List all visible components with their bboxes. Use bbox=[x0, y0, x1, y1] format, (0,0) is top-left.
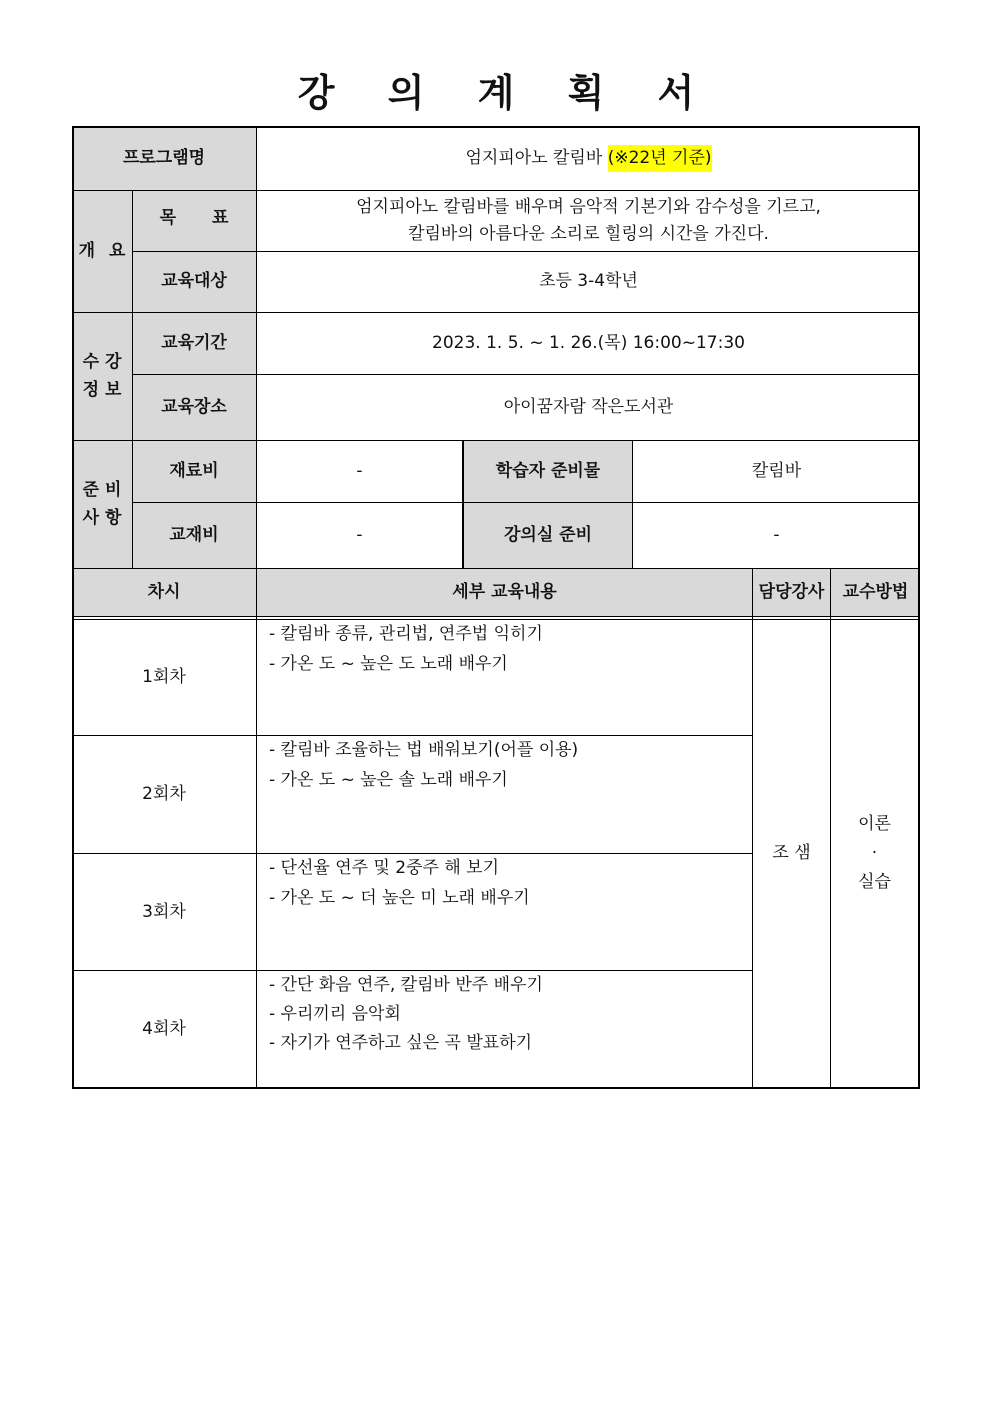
schedule-header-instructor: 담당강사 bbox=[758, 581, 825, 602]
session-content bbox=[257, 736, 752, 853]
session-label: 3회차 bbox=[142, 901, 186, 922]
textbook-fee-label: 교재비 bbox=[169, 524, 219, 545]
page-title: 강 의 계 획 서 bbox=[297, 71, 715, 115]
goal-line-2: 칼림바의 아름다운 소리로 힐링의 시간을 가진다. bbox=[408, 224, 769, 244]
enroll-group-label-1: 수 강 bbox=[82, 351, 122, 372]
program-label: 프로그램명 bbox=[122, 148, 206, 169]
place-value: 아이꿈자람 작은도서관 bbox=[503, 396, 674, 417]
plan-table bbox=[72, 126, 920, 1089]
goal-label-2: 표 bbox=[212, 207, 229, 228]
learner-prep-label: 학습자 준비물 bbox=[495, 460, 601, 481]
enroll-group-label bbox=[72, 312, 132, 440]
session-line: - 단선율 연주 및 2중주 해 보기 bbox=[269, 858, 500, 878]
program-value bbox=[257, 126, 920, 191]
overview-group-label-1: 개 bbox=[78, 240, 95, 261]
prep-group-label bbox=[72, 440, 132, 568]
prep-group-label-1: 준 비 bbox=[82, 479, 122, 500]
session-line: - 자기가 연주하고 싶은 곡 발표하기 bbox=[269, 1032, 533, 1053]
session-line: - 우리끼리 음악회 bbox=[269, 1003, 401, 1024]
material-fee-value: - bbox=[356, 460, 363, 481]
textbook-fee-value: - bbox=[356, 524, 363, 545]
place-label: 교육장소 bbox=[161, 396, 227, 417]
room-prep-value: - bbox=[773, 524, 780, 545]
session-line: - 간단 화음 연주, 칼림바 반주 배우기 bbox=[269, 975, 543, 995]
schedule-header-method: 교수방법 bbox=[842, 581, 909, 602]
session-content bbox=[257, 854, 752, 970]
method-line-1: 이론 bbox=[858, 814, 891, 835]
goal-value bbox=[257, 191, 920, 251]
prep-group-label-2: 사 항 bbox=[82, 508, 122, 528]
session-label: 4회차 bbox=[142, 1018, 186, 1039]
goal-line-1: 엄지피아노 칼림바를 배우며 음악적 기본기와 감수성을 기르고, bbox=[356, 196, 821, 217]
schedule-header-session: 차시 bbox=[147, 581, 181, 602]
session-line: - 가온 도 ~ 더 높은 미 노래 배우기 bbox=[269, 887, 530, 908]
enroll-group-label-2: 정 보 bbox=[82, 380, 122, 400]
overview-group-label-2: 요 bbox=[109, 240, 126, 261]
program-note: (※22년 기준) bbox=[608, 145, 712, 171]
goal-label bbox=[132, 191, 256, 251]
session-line: - 가온 도 ~ 높은 솔 노래 배우기 bbox=[269, 769, 508, 790]
learner-prep-value: 칼림바 bbox=[751, 460, 802, 481]
session-line: - 가온 도 ~ 높은 도 노래 배우기 bbox=[269, 653, 508, 674]
period-value: 2023. 1. 5. ~ 1. 26.(목) 16:00~17:30 bbox=[432, 332, 745, 353]
room-prep-label: 강의실 준비 bbox=[503, 524, 593, 545]
program-name: 엄지피아노 칼림바 bbox=[465, 148, 608, 169]
session-line: - 칼림바 종류, 관리법, 연주법 익히기 bbox=[269, 624, 543, 644]
goal-label-1: 목 bbox=[159, 207, 176, 228]
target-label: 교육대상 bbox=[161, 271, 227, 292]
session-label: 1회차 bbox=[142, 667, 186, 688]
session-content bbox=[257, 971, 752, 1087]
method-dot: · bbox=[871, 843, 878, 864]
session-content bbox=[257, 620, 752, 735]
instructor-value: 조 샘 bbox=[772, 843, 811, 864]
schedule-header-content: 세부 교육내용 bbox=[452, 581, 557, 602]
overview-group-label bbox=[72, 191, 132, 312]
method-value bbox=[831, 620, 918, 1087]
method-line-2: 실습 bbox=[858, 871, 891, 892]
period-label: 교육기간 bbox=[161, 332, 227, 353]
session-line: - 칼림바 조율하는 법 배워보기(어플 이용) bbox=[269, 740, 579, 760]
target-value: 초등 3-4학년 bbox=[539, 271, 638, 292]
material-fee-label: 재료비 bbox=[169, 460, 219, 481]
session-label: 2회차 bbox=[142, 784, 186, 805]
